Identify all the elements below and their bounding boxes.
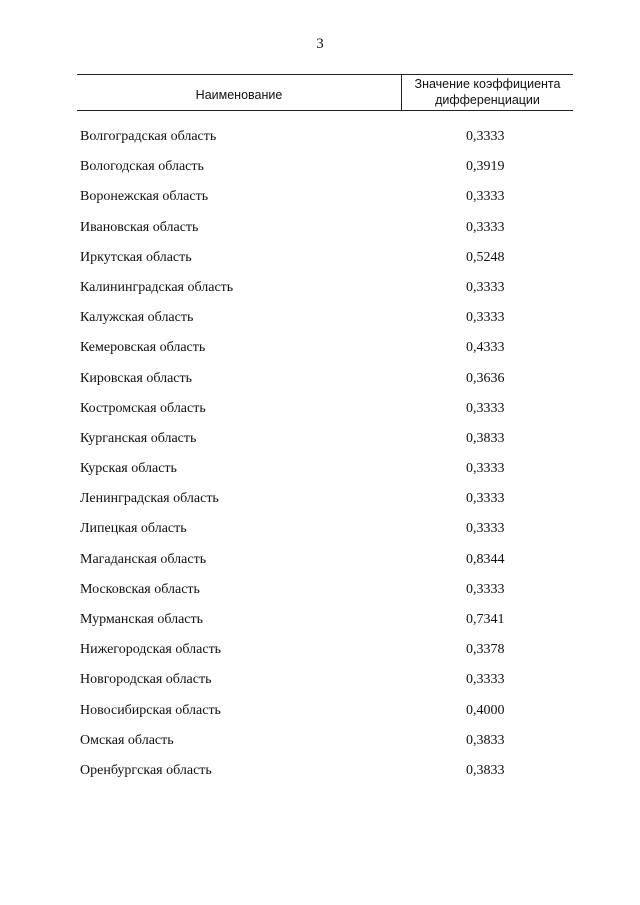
coefficient-value: 0,3333 xyxy=(466,461,505,477)
coefficient-value: 0,3333 xyxy=(466,129,505,144)
region-name: Новосибирская область xyxy=(80,702,221,718)
header-value-line-1: Значение коэффициента xyxy=(414,77,561,91)
table-row xyxy=(0,458,640,488)
coefficient-value: 0,3333 xyxy=(466,491,505,507)
coefficient-value: 0,3333 xyxy=(466,310,505,326)
region-name: Кировская область xyxy=(80,370,193,386)
coefficient-value: 0,7341 xyxy=(466,612,505,627)
table-row xyxy=(0,277,640,307)
table-row xyxy=(0,518,640,548)
region-name: Липецкая область xyxy=(80,521,187,537)
table-row xyxy=(0,398,640,428)
coefficient-value: 0,3333 xyxy=(466,400,505,416)
table-row xyxy=(0,247,640,277)
region-name: Волгоградская область xyxy=(80,129,217,144)
region-name: Курганская область xyxy=(80,430,197,446)
region-name: Воронежская область xyxy=(80,189,209,205)
coefficient-value: 0,3333 xyxy=(466,521,505,537)
table-row xyxy=(0,609,640,639)
coefficient-value: 0,3833 xyxy=(466,732,505,748)
coefficient-value: 0,3919 xyxy=(466,159,505,175)
table-row xyxy=(0,488,640,518)
region-name: Ленинградская область xyxy=(80,491,219,507)
coefficient-value: 0,3333 xyxy=(466,279,505,295)
region-name: Костромская область xyxy=(80,400,206,416)
region-name: Калужская область xyxy=(80,310,194,326)
page-number: 3 xyxy=(316,36,324,52)
table-row xyxy=(0,700,640,730)
table-row xyxy=(0,549,640,579)
region-name: Новгородская область xyxy=(80,672,212,688)
table-row xyxy=(0,156,640,186)
region-name: Курская область xyxy=(80,461,177,477)
table-row xyxy=(0,579,640,609)
region-name: Оренбургская область xyxy=(80,762,212,778)
coefficient-value: 0,4333 xyxy=(466,340,505,356)
coefficient-value: 0,3333 xyxy=(466,219,505,235)
region-name: Нижегородская область xyxy=(80,642,222,658)
coefficient-value: 0,3833 xyxy=(466,762,505,778)
region-name: Московская область xyxy=(80,581,200,597)
region-name: Магаданская область xyxy=(80,551,207,567)
table-row xyxy=(0,639,640,669)
coefficient-value: 0,3636 xyxy=(466,370,505,386)
table-row xyxy=(0,307,640,337)
region-name: Кемеровская область xyxy=(80,340,206,356)
coefficient-value: 0,3378 xyxy=(466,642,505,658)
region-name: Калининградская область xyxy=(80,279,234,295)
header-name-column: Наименование xyxy=(195,87,283,102)
coefficient-value: 0,3333 xyxy=(466,581,505,597)
coefficient-value: 0,4000 xyxy=(466,702,505,718)
region-name: Омская область xyxy=(80,732,174,748)
coefficient-value: 0,8344 xyxy=(466,551,505,567)
table-row xyxy=(0,126,640,156)
region-name: Мурманская область xyxy=(80,612,204,627)
region-name: Вологодская область xyxy=(80,159,204,175)
header-value-line-2: дифференциации xyxy=(435,93,540,107)
coefficient-value: 0,3333 xyxy=(466,189,505,205)
table-row xyxy=(0,217,640,247)
header-value-column xyxy=(402,76,573,108)
table-row xyxy=(0,760,640,790)
coefficient-value: 0,5248 xyxy=(466,249,505,265)
table-row xyxy=(0,669,640,699)
region-name: Ивановская область xyxy=(80,219,199,235)
table-row xyxy=(0,730,640,760)
table-row xyxy=(0,186,640,216)
coefficient-value: 0,3333 xyxy=(466,672,505,688)
table-row xyxy=(0,337,640,367)
table-row xyxy=(0,368,640,398)
table-row xyxy=(0,428,640,458)
table-header xyxy=(77,74,573,111)
coefficient-value: 0,3833 xyxy=(466,430,505,446)
table-body xyxy=(0,126,640,790)
region-name: Иркутская область xyxy=(80,249,192,265)
